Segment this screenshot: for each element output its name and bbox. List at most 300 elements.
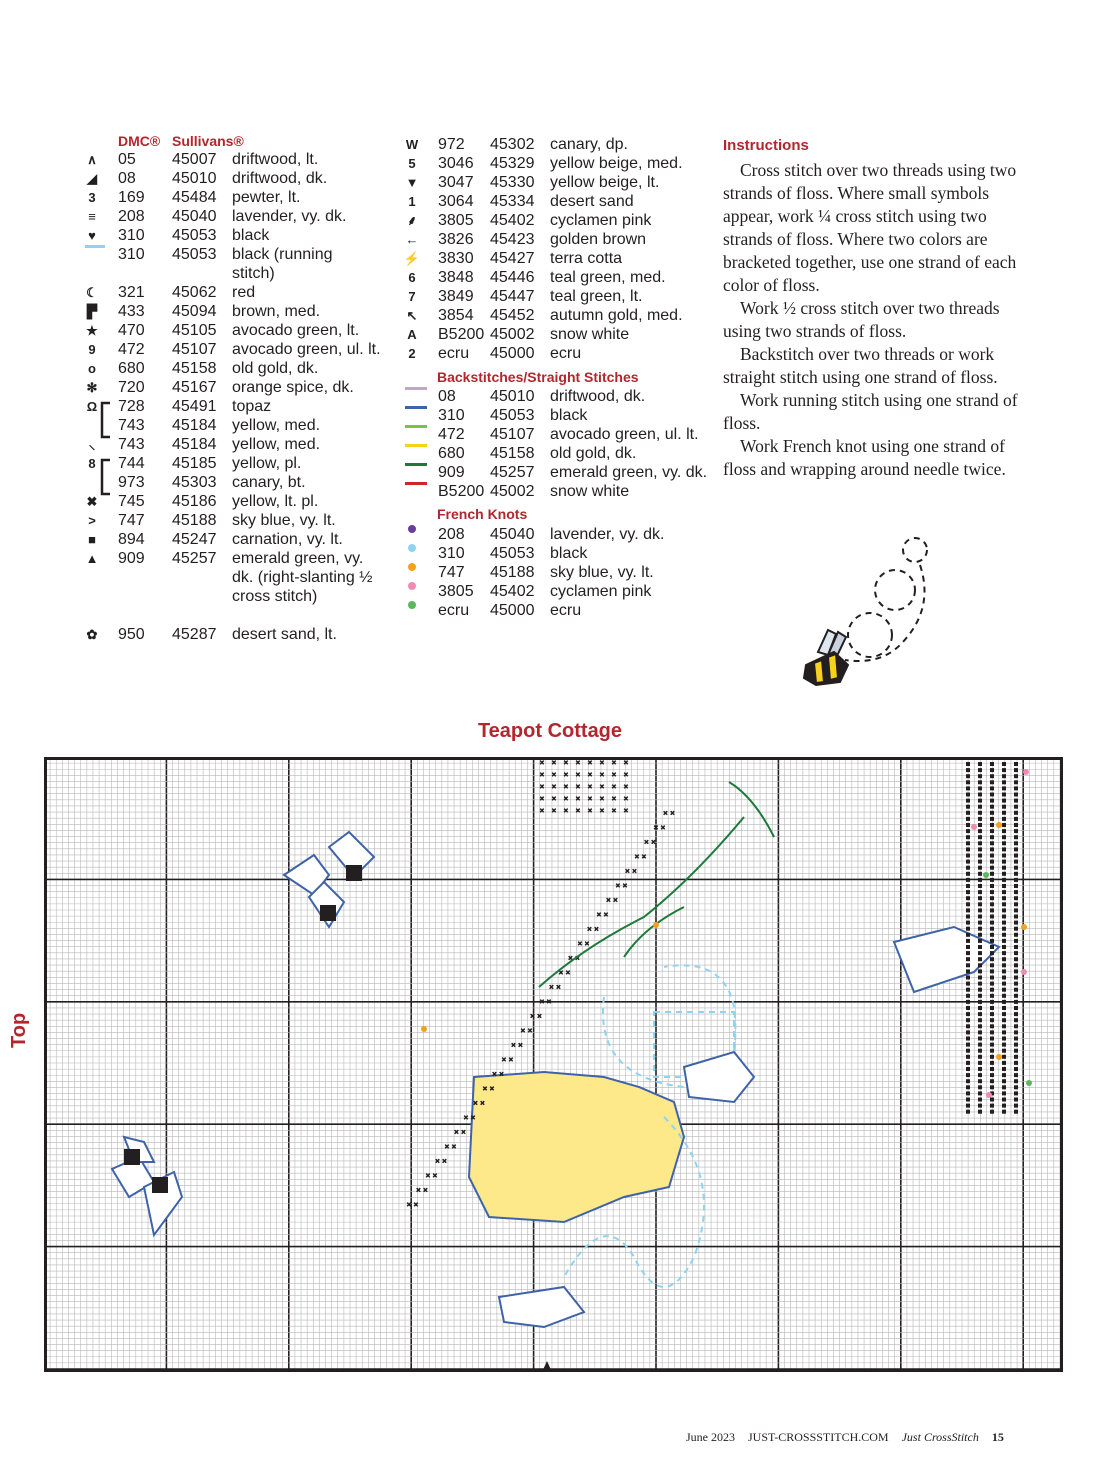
col1-row [82,435,382,454]
col1-row [82,530,382,549]
instructions-p3: Backstitch over two threads or work straight stitch using one strand of floss. [723,344,998,387]
color-name: black [232,227,270,244]
color-name: old gold, dk. [550,445,637,462]
col1-row [82,454,382,473]
backstitch-row [400,444,710,463]
svg-text:✖: ✖ [555,983,562,992]
stitch-symbol-icon: 9 [88,342,96,357]
dmc-number: 3849 [438,288,474,305]
sullivans-number: 45247 [172,531,217,548]
backstitch-key [400,387,710,501]
col1-row [82,625,382,644]
svg-text:✖: ✖ [551,771,557,779]
stitch-symbol-icon: 3 [88,190,96,205]
dmc-number: 909 [438,464,465,481]
svg-text:✖: ✖ [575,759,581,767]
svg-text:✖: ✖ [623,771,629,779]
svg-text:✖: ✖ [634,853,640,861]
dmc-number: 680 [118,360,145,377]
backstitch-row [400,425,710,444]
stitch-symbol-icon: W [405,137,419,152]
svg-text:✖: ✖ [406,1201,412,1209]
footer-magazine: Just CrossStitch [901,1430,979,1444]
sullivans-number: 45000 [490,345,535,362]
col2-row [400,287,710,306]
sullivans-number: 45491 [172,398,217,415]
col2-row [400,192,710,211]
instructions-title: Instructions [723,137,809,154]
dmc-number: 433 [118,303,145,320]
svg-text:✖: ✖ [563,759,569,767]
sullivans-number: 45107 [172,341,217,358]
dmc-number: 3805 [438,212,474,229]
sullivans-number: 45167 [172,379,217,396]
sullivans-header: Sullivans® [172,133,244,149]
french-knot-swatch [408,525,416,533]
dmc-number: 680 [438,445,465,462]
svg-text:✖: ✖ [605,896,612,905]
color-name: black (running [232,246,333,263]
color-name: yellow beige, lt. [550,174,660,191]
sullivans-number: 45007 [172,151,217,168]
svg-text:✖: ✖ [508,1056,514,1064]
col2-row [400,306,710,325]
stitch-symbol-icon: 8 [88,456,96,471]
svg-text:✖: ✖ [432,1172,438,1180]
french-knot-row [400,563,710,582]
sullivans-number: 45000 [490,602,535,619]
sullivans-number: 45053 [490,407,535,424]
sullivans-number: 45158 [172,360,217,377]
svg-text:✖: ✖ [575,783,581,791]
svg-text:✖: ✖ [434,1157,441,1166]
sullivans-number: 45184 [172,436,217,453]
stitch-symbol-icon: 2 [408,346,416,361]
page-footer [686,1430,1014,1445]
svg-text:✖: ✖ [631,867,638,876]
stitch-symbol-icon: ↖ [406,308,418,323]
svg-text:✖: ✖ [565,969,571,977]
svg-text:✖: ✖ [563,771,569,779]
svg-text:✖: ✖ [575,795,581,803]
color-name: yellow, lt. pl. [232,493,319,510]
svg-text:✖: ✖ [529,1012,536,1021]
svg-text:✖: ✖ [425,1172,431,1180]
stitch-symbol-icon: 6 [408,270,416,285]
svg-text:✖: ✖ [551,807,557,815]
svg-text:✖: ✖ [611,807,617,815]
svg-text:✖: ✖ [548,983,555,992]
dmc-number: 3848 [438,269,474,286]
backstitch-row [400,482,710,501]
french-knot-row [400,582,710,601]
dmc-number: 310 [438,545,465,562]
svg-text:✖: ✖ [539,783,545,791]
svg-text:✖: ✖ [587,795,593,803]
dmc-number: 743 [118,417,145,434]
footer-page-number: 15 [991,1430,1004,1444]
dmc-number: B5200 [438,326,485,343]
french-knot-key [400,525,710,620]
col1-row [82,340,382,359]
color-name: yellow, pl. [232,455,302,472]
color-name: ecru [550,602,582,619]
svg-text:✖: ✖ [624,867,631,876]
stitch-symbol-icon: ▼ [405,175,419,190]
color-name: desert sand [550,193,634,210]
svg-text:✖: ✖ [612,896,619,905]
instructions [723,134,1023,481]
col1-row [82,321,382,340]
stitch-symbol-icon: ◢ [87,171,97,186]
svg-text:✖: ✖ [615,882,621,890]
svg-text:✖: ✖ [415,1186,422,1195]
svg-text:✖: ✖ [587,807,593,815]
sullivans-number: 45257 [172,550,217,567]
dmc-number: 08 [438,388,456,405]
svg-text:✖: ✖ [563,783,569,791]
color-name: stitch) [232,265,275,282]
sullivans-number: 45062 [172,284,217,301]
sullivans-number: 45010 [172,170,217,187]
svg-text:✖: ✖ [563,807,569,815]
dmc-number: 3826 [438,231,474,248]
french-knot-row [400,601,710,620]
stitch-symbol-icon: ← [405,232,419,247]
svg-text:✖: ✖ [599,771,605,779]
dmc-number: 743 [118,436,145,453]
dmc-number: 470 [118,322,145,339]
svg-text:✖: ✖ [587,783,593,791]
dmc-number: 472 [118,341,145,358]
color-name: avocado green, ul. lt. [232,341,381,358]
col1-row [82,264,382,283]
sullivans-number: 45334 [490,193,535,210]
color-name: emerald green, vy. [232,550,364,567]
col1-row [82,283,382,302]
stitch-symbol-icon: ✖ [86,494,98,509]
dmc-number: 747 [118,512,145,529]
backstitch-swatch [405,444,427,447]
svg-text:✖: ✖ [611,783,617,791]
backstitch-row [400,406,710,425]
dmc-number: 310 [118,227,145,244]
col2-row [400,211,710,230]
dmc-number: 310 [118,246,145,263]
french-knot-swatch [408,563,416,571]
svg-text:✖: ✖ [479,1099,486,1108]
backstitch-swatch [405,406,427,409]
color-name: brown, med. [232,303,321,320]
instructions-p4: Work running stitch using one strand of floss. [723,390,1018,433]
color-name: driftwood, dk. [232,170,328,187]
svg-text:✖: ✖ [546,998,552,1006]
dmc-number: 3854 [438,307,474,324]
col2-row [400,344,710,363]
svg-text:✖: ✖ [669,809,676,818]
sullivans-number: 45107 [490,426,535,443]
running-stitch-swatch [85,245,105,248]
svg-text:✖: ✖ [536,1012,543,1021]
sullivans-number: 45402 [490,212,535,229]
footer-site: JUST-CROSSSTITCH.COM [748,1430,889,1444]
svg-text:✖: ✖ [577,940,583,948]
svg-text:✖: ✖ [599,759,605,767]
stitch-symbol-icon: ▲ [85,551,99,566]
stitch-symbol-icon: A [407,327,417,342]
color-name: black [550,407,588,424]
backstitch-swatch [405,425,427,428]
col1-row [82,207,382,226]
col1-row [82,492,382,511]
dmc-number: 08 [118,170,136,187]
sullivans-number: 45186 [172,493,217,510]
color-name: topaz [232,398,272,415]
svg-text:✖: ✖ [599,783,605,791]
svg-text:✖: ✖ [584,940,590,948]
svg-text:✖: ✖ [472,1099,479,1108]
svg-text:✖: ✖ [641,853,647,861]
color-name: carnation, vy. lt. [232,531,343,548]
sullivans-number: 45303 [172,474,217,491]
svg-text:✖: ✖ [623,807,629,815]
svg-text:✖: ✖ [517,1041,524,1050]
french-knot-swatch [408,582,416,590]
color-name: desert sand, lt. [232,626,337,643]
color-name: canary, bt. [232,474,306,491]
color-name: driftwood, lt. [232,151,319,168]
svg-text:✖: ✖ [470,1114,476,1122]
sullivans-number: 45053 [490,545,535,562]
dmc-number: 3047 [438,174,474,191]
dmc-number: 747 [438,564,465,581]
color-name: ecru [550,345,582,362]
dmc-number: 894 [118,531,145,548]
color-name: teal green, lt. [550,288,643,305]
svg-text:✖: ✖ [567,954,574,963]
svg-text:✖: ✖ [623,783,629,791]
svg-text:✖: ✖ [453,1128,460,1137]
color-name: yellow, med. [232,436,321,453]
svg-text:✖: ✖ [491,1070,498,1079]
dmc-number: 3805 [438,583,474,600]
svg-text:✖: ✖ [551,759,557,767]
sullivans-number: 45484 [172,189,217,206]
svg-text:✖: ✖ [539,998,545,1006]
color-name: sky blue, vy. lt. [232,512,336,529]
sullivans-number: 45188 [172,512,217,529]
svg-text:✖: ✖ [660,824,666,832]
dmc-number: 3064 [438,193,474,210]
stitch-symbol-icon: ✻ [86,380,98,395]
col2-row [400,135,710,154]
sullivans-number: 45002 [490,483,535,500]
sullivans-number: 45002 [490,326,535,343]
color-name: driftwood, dk. [550,388,646,405]
sullivans-number: 45105 [172,322,217,339]
svg-text:✖: ✖ [575,771,581,779]
backstitch-row [400,387,710,406]
svg-text:✖: ✖ [599,807,605,815]
svg-text:✖: ✖ [498,1070,505,1079]
svg-text:✖: ✖ [422,1186,429,1195]
svg-text:✖: ✖ [539,759,545,767]
svg-text:✖: ✖ [551,795,557,803]
svg-text:✖: ✖ [520,1027,526,1035]
col1-row [82,606,382,625]
sullivans-number: 45184 [172,417,217,434]
stitch-symbol-icon: ⸙ [407,213,417,228]
french-knot-row [400,544,710,563]
sullivans-number: 45423 [490,231,535,248]
footer-date: June 2023 [686,1430,735,1444]
col2-row [400,325,710,344]
svg-text:✖: ✖ [599,795,605,803]
color-name: red [232,284,256,301]
col1-row [82,245,382,264]
color-name: pewter, lt. [232,189,301,206]
dmc-number: 321 [118,284,145,301]
dmc-number: 3830 [438,250,474,267]
dmc-number: 472 [438,426,465,443]
svg-text:✖: ✖ [611,795,617,803]
svg-text:✖: ✖ [463,1114,469,1122]
svg-text:✖: ✖ [482,1085,488,1093]
sullivans-number: 45402 [490,583,535,600]
color-name: cyclamen pink [550,212,652,229]
sullivans-number: 45053 [172,246,217,263]
dmc-number: B5200 [438,483,485,500]
color-name: yellow, med. [232,417,321,434]
col2-row [400,154,710,173]
stitch-symbol-icon: ♥ [88,228,96,243]
svg-text:✖: ✖ [662,809,669,818]
col1-row [82,188,382,207]
sullivans-number: 45287 [172,626,217,643]
sullivans-number: 45053 [172,227,217,244]
svg-text:✖: ✖ [574,954,581,963]
backstitch-swatch [405,463,427,466]
svg-text:✖: ✖ [539,795,545,803]
sullivans-number: 45330 [490,174,535,191]
stitch-symbol-icon: ∧ [87,152,97,167]
stitch-symbol-icon: ⚡ [403,251,421,266]
sullivans-number: 45257 [490,464,535,481]
stitch-symbol-icon: > [88,513,96,528]
floss-key-column-1 [82,150,382,644]
stitch-symbol-icon: ▛ [87,304,97,319]
stitch-symbol-icon: ⸜ [88,437,96,452]
french-knot-header: French Knots [437,506,528,522]
svg-text:✖: ✖ [451,1143,457,1151]
bee-icon [800,520,950,695]
sullivans-number: 45188 [490,564,535,581]
stitch-symbol-icon: ☾ [86,285,98,300]
svg-text:✖: ✖ [650,838,657,847]
col2-row [400,173,710,192]
col1-row [82,359,382,378]
col2-row [400,268,710,287]
color-name: cross stitch) [232,588,318,605]
svg-text:✖: ✖ [603,911,609,919]
col1-row [82,397,382,416]
sullivans-number: 45094 [172,303,217,320]
sullivans-number: 45158 [490,445,535,462]
col1-row [82,473,382,492]
dmc-number: 728 [118,398,145,415]
svg-text:✖: ✖ [593,925,600,934]
svg-text:✖: ✖ [587,771,593,779]
svg-text:✖: ✖ [611,759,617,767]
stitch-symbol-icon: ✿ [86,627,98,642]
color-name: black [550,545,588,562]
col1-row [82,169,382,188]
col2-row [400,249,710,268]
dmc-number: 720 [118,379,145,396]
svg-text:✖: ✖ [563,795,569,803]
color-name: lavender, vy. dk. [232,208,347,225]
dmc-number: ecru [438,602,470,619]
sullivans-number: 45452 [490,307,535,324]
svg-text:✖: ✖ [586,925,593,934]
dmc-number: 909 [118,550,145,567]
chart-title: Teapot Cottage [477,720,623,742]
dmc-number: 310 [438,407,465,424]
stitch-symbol-icon: ■ [88,532,96,547]
color-name: dk. (right-slanting ½ [232,569,373,586]
backstitch-swatch [405,387,427,390]
sullivans-number: 45185 [172,455,217,472]
dmc-number: 169 [118,189,145,206]
bracket-icon [98,457,112,497]
stitch-symbol-icon: ★ [86,323,98,338]
dmc-number: 950 [118,626,145,643]
color-name: yellow beige, med. [550,155,683,172]
col1-row [82,302,382,321]
svg-text:✖: ✖ [587,759,593,767]
color-name: teal green, med. [550,269,666,286]
sullivans-number: 45010 [490,388,535,405]
color-name: old gold, dk. [232,360,319,377]
col2-row [400,230,710,249]
color-name: snow white [550,483,630,500]
color-name: terra cotta [550,250,623,267]
backstitch-row [400,463,710,482]
svg-text:✖: ✖ [611,771,617,779]
svg-text:✖: ✖ [575,807,581,815]
sullivans-number: 45040 [490,526,535,543]
dmc-number: 745 [118,493,145,510]
stitch-symbol-icon: 7 [408,289,416,304]
col1-row [82,549,382,568]
svg-text:✖: ✖ [558,969,564,977]
dmc-number: 972 [438,136,465,153]
svg-text:✖: ✖ [539,807,545,815]
color-name: sky blue, vy. lt. [550,564,654,581]
dmc-number: 208 [438,526,465,543]
svg-text:✖: ✖ [444,1143,450,1151]
col1-row [82,416,382,435]
col1-row [82,378,382,397]
french-knot-swatch [408,601,416,609]
instructions-p2: Work ½ cross stitch over two threads using two strands of floss. [723,298,1000,341]
svg-text:✖: ✖ [623,759,629,767]
svg-text:✖: ✖ [596,911,602,919]
color-name: emerald green, vy. dk. [550,464,708,481]
sullivans-number: 45446 [490,269,535,286]
dmc-number: 208 [118,208,145,225]
color-name: lavender, vy. dk. [550,526,665,543]
